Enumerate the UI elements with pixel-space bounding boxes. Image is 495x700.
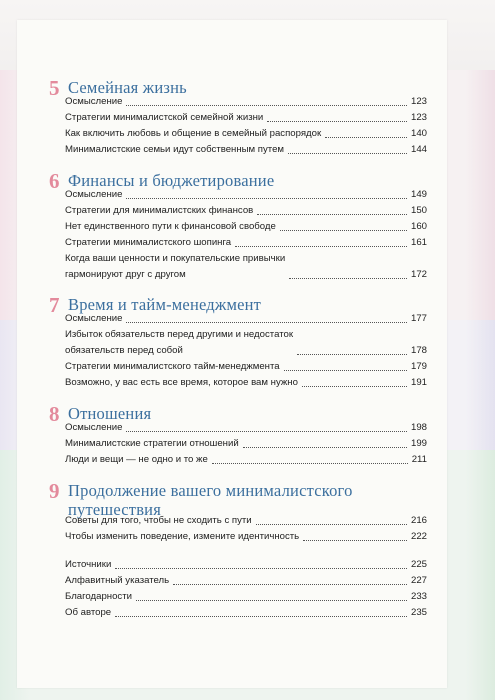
- toc-entry[interactable]: [65, 311, 427, 327]
- dot-leader: [297, 354, 407, 355]
- entry-label: Алфавитный указатель: [65, 575, 170, 586]
- dot-leader: [243, 447, 407, 448]
- section-title: Время и тайм-менеджмент: [68, 295, 262, 314]
- entry-page: 235: [410, 607, 427, 618]
- dot-leader: [280, 230, 407, 231]
- entry-page: 198: [410, 422, 427, 433]
- toc-entry[interactable]: [65, 251, 427, 283]
- dot-leader: [126, 198, 407, 199]
- dot-leader: [303, 540, 407, 541]
- toc-entry[interactable]: [65, 219, 427, 235]
- section-number: 6: [49, 169, 60, 193]
- entry-label: Советы для того, чтобы не сходить с пути: [65, 515, 252, 526]
- toc-entry[interactable]: [65, 142, 427, 158]
- entry-page: 161: [410, 237, 427, 248]
- entry-page: 211: [411, 454, 427, 465]
- entry-page: 216: [410, 515, 427, 526]
- toc-entry[interactable]: [65, 513, 427, 529]
- toc-entry[interactable]: [65, 110, 427, 126]
- entry-page: 177: [410, 313, 427, 324]
- dot-leader: [256, 524, 407, 525]
- entry-page: 178: [410, 345, 427, 356]
- entry-label: Осмысление: [65, 422, 123, 433]
- dot-leader: [212, 463, 408, 464]
- dot-leader: [126, 322, 407, 323]
- entry-label: Минималистские стратегии отношений: [65, 438, 239, 449]
- entry-label: Стратегии минималистского шопинга: [65, 237, 232, 248]
- dot-leader: [302, 386, 407, 387]
- toc-section-5: [17, 76, 447, 155]
- section-title: Отношения: [68, 404, 152, 423]
- toc-entry[interactable]: [65, 529, 427, 545]
- entry-page: 191: [410, 377, 427, 388]
- dot-leader: [173, 584, 407, 585]
- entry-page: 160: [410, 221, 427, 232]
- entry-page: 179: [410, 361, 427, 372]
- entry-label: Стратегии минималистского тайм-менеджмента: [65, 361, 280, 372]
- dot-leader: [235, 246, 407, 247]
- toc-entry[interactable]: [65, 420, 427, 436]
- toc-entry[interactable]: [65, 235, 427, 251]
- entry-label: Стратегии минималистской семейной жизни: [65, 112, 264, 123]
- dot-leader: [136, 600, 407, 601]
- dot-leader: [288, 153, 407, 154]
- entry-label: Стратегии для минималистских финансов: [65, 205, 254, 216]
- dot-leader: [267, 121, 407, 122]
- entry-page: 199: [410, 438, 427, 449]
- toc-section-7: [17, 293, 447, 388]
- toc-entry[interactable]: [65, 359, 427, 375]
- section-number: 9: [49, 479, 60, 503]
- section-title: Продолжение вашего минималистского путешествия: [68, 481, 353, 519]
- section-title: Семейная жизнь: [68, 78, 187, 97]
- entry-page: 150: [410, 205, 427, 216]
- dot-leader: [257, 214, 407, 215]
- entry-label: Избыток обязательств перед другими и недостаток обязательств перед собой: [65, 329, 294, 356]
- toc-section-8: [17, 402, 447, 465]
- entry-label: Когда ваши ценности и покупательские привычки гармонируют друг с другом: [65, 253, 286, 280]
- entry-page: 225: [410, 559, 427, 570]
- dot-leader: [126, 105, 407, 106]
- entry-label: Минималистские семьи идут собственным путем: [65, 144, 285, 155]
- toc-entry[interactable]: [65, 589, 427, 605]
- section-number: 7: [49, 293, 60, 317]
- section-number: 5: [49, 76, 60, 100]
- entry-page: 233: [410, 591, 427, 602]
- toc-entry[interactable]: [65, 436, 427, 452]
- dot-leader: [126, 431, 407, 432]
- toc-entry[interactable]: [65, 573, 427, 589]
- entry-label: Как включить любовь и общение в семейный распорядок: [65, 128, 322, 139]
- toc-entry[interactable]: [65, 605, 427, 621]
- toc-section-6: [17, 169, 447, 280]
- entry-label: Люди и вещи — не одно и то же: [65, 454, 208, 465]
- toc-section-9: [17, 479, 447, 542]
- entry-label: Нет единственного пути к финансовой свободе: [65, 221, 276, 232]
- dot-leader: [115, 616, 407, 617]
- entry-label: Источники: [65, 559, 112, 570]
- dot-leader: [284, 370, 407, 371]
- entry-page: 227: [410, 575, 427, 586]
- toc-entry[interactable]: [65, 557, 427, 573]
- toc-backmatter: [65, 557, 427, 621]
- entry-label: Осмысление: [65, 313, 123, 324]
- toc-entry[interactable]: [65, 94, 427, 110]
- entry-page: 222: [410, 531, 427, 542]
- toc-entry[interactable]: [65, 187, 427, 203]
- entry-page: 123: [410, 112, 427, 123]
- dot-leader: [115, 568, 407, 569]
- dot-leader: [289, 278, 407, 279]
- entry-page: 172: [410, 269, 427, 280]
- entry-page: 123: [410, 96, 427, 107]
- dot-leader: [325, 137, 407, 138]
- toc-entry[interactable]: [65, 126, 427, 142]
- toc-entry[interactable]: [65, 327, 427, 359]
- entry-label: Благодарности: [65, 591, 132, 602]
- entry-label: Возможно, у вас есть все время, которое вам нужно: [65, 377, 298, 388]
- section-number: 8: [49, 402, 60, 426]
- toc-entry[interactable]: [65, 452, 427, 468]
- entry-label: Осмысление: [65, 96, 123, 107]
- entry-label: Осмысление: [65, 189, 123, 200]
- entry-label: Чтобы изменить поведение, измените идентичность: [65, 531, 300, 542]
- entry-page: 144: [410, 144, 427, 155]
- toc-entry[interactable]: [65, 375, 427, 391]
- entry-page: 149: [410, 189, 427, 200]
- entry-label: Об авторе: [65, 607, 112, 618]
- section-title: Финансы и бюджетирование: [68, 171, 275, 190]
- toc-entry[interactable]: [65, 203, 427, 219]
- entry-page: 140: [410, 128, 427, 139]
